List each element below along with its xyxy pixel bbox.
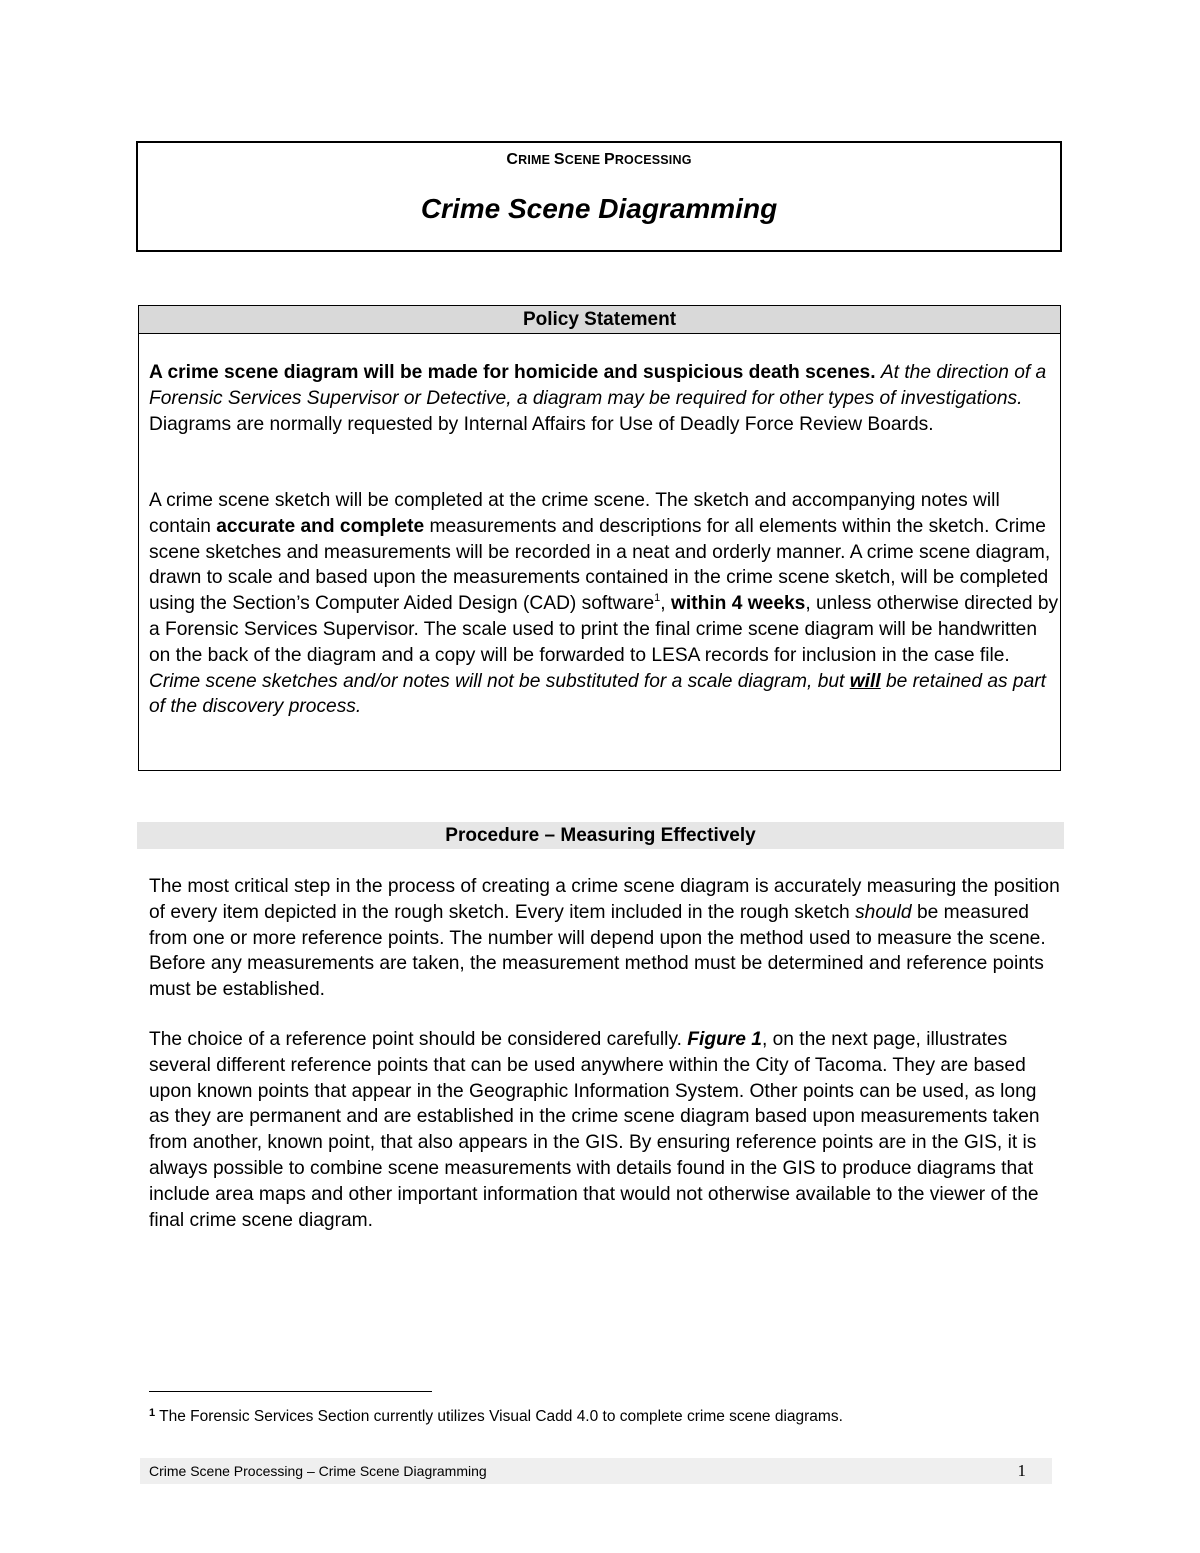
- procedure-paragraph-2: The choice of a reference point should be considered carefully. Figure 1, on the next page, illustrates several different reference points that can be used anywhere within the City of Tacoma. They are based upon known points that appear in the Geographic Information System. Other points can be used, as long as they are permanent and are established in the crime scene diagram based upon measurements taken from another, known point, that also appears in the GIS. By ensuring reference points are in the GIS, it is always possible to combine scene measurements with details found in the GIS to produce diagrams that include area maps and other important information that would not otherwise available to the viewer of the final crime scene diagram.: [149, 1029, 1040, 1231]
- policy-paragraph-1: A crime scene diagram will be made for homicide and suspicious death scenes. At the direction of a Forensic Services Supervisor or Detective, a diagram may be required for other types of investigations. Diagrams are normally requested by Internal Affairs for Use of Deadly Force Review Boards.: [149, 362, 1047, 435]
- document-title: Crime Scene Diagramming: [420, 193, 778, 224]
- footnote-separator: [149, 1391, 432, 1392]
- section-kicker: CRIME SCENE PROCESSING: [506, 151, 692, 168]
- page-number: 1: [1017, 1461, 1026, 1480]
- procedure-heading: Procedure – Measuring Effectively: [137, 822, 1064, 849]
- procedure-paragraph-1: The most critical step in the process of creating a crime scene diagram is accurately measuring the position of every item depicted in the rough sketch. Every item included in the rough sketch should be measured from one or more reference points. The number will depend upon the method used to measure the scene. Before any measurements are taken, the measurement method must be determined and reference points must be established.: [149, 876, 1060, 1001]
- footnote-number: 1: [149, 1407, 156, 1419]
- policy-paragraph-2: A crime scene sketch will be completed at the crime scene. The sketch and accompanying notes will contain accurate and complete measurements and descriptions for all elements within the sketch. Crime scene sketches and measurements will be recorded in a neat and orderly manner. A crime scene diagram, drawn to scale and based upon the measurements contained in the crime scene sketch, will be completed using the Section’s Computer Aided Design (CAD) software$^1$, within 4 weeks, unless otherwise directed by a Forensic Services Supervisor. The scale used to print the final crime scene diagram will be handwritten on the back of the diagram and a copy will be forwarded to LESA records for inclusion in the case file. Crime scene sketches and/or notes will not be substituted for a scale diagram, but will be retained as part of the discovery process.: [149, 490, 1059, 718]
- footnote-reference: 1: [654, 592, 661, 605]
- footer-title: Crime Scene Processing – Crime Scene Diagramming: [149, 1463, 487, 1479]
- policy-heading: Policy Statement: [139, 306, 1060, 334]
- page-footer: [140, 1458, 1052, 1484]
- footnote: $^1$ The Forensic Services Section currently utilizes Visual Cadd 4.0 to complete crime scene diagrams.: [149, 1407, 843, 1425]
